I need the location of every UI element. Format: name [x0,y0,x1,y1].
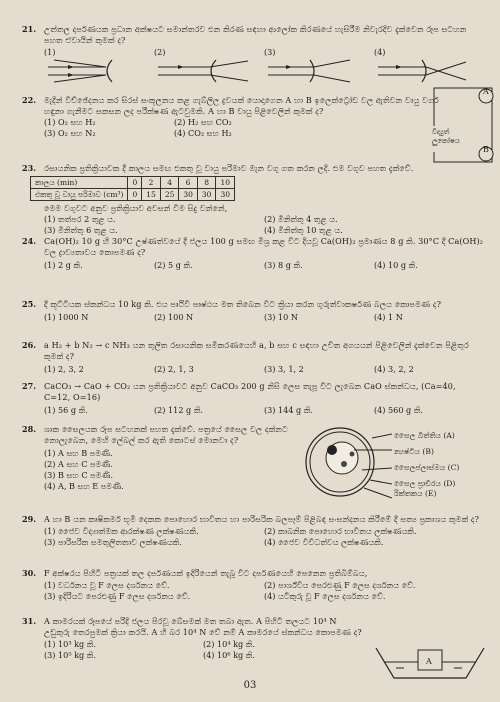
question-23 [22,163,484,236]
options [44,448,302,492]
question-text: රසායනික ප්‍රතික්‍රියාවක දී කාලය සමඟ එකතු වූ වායු පරිමාව මැන වගු ගත කරන ලදි. එම වගුව පහත දැක්වේ. [44,163,414,173]
option-1: (1) 1000 N [44,312,89,322]
question-28 [22,424,302,492]
option-2: (2) 10⁴ kg කි. [203,639,255,649]
table-cell: 0 [128,177,142,189]
option-1: (1) 2, 3, 2 [44,364,84,374]
question-27 [22,381,484,416]
table-cell: 15 [142,189,161,201]
question-number: 27. [22,381,37,391]
option-4: (4) ජෛව විවිධත්වය ලක්ෂණයකි. [264,537,384,547]
ray-diagram-4 [374,58,474,84]
options [44,639,362,661]
option-2: (2) පාර්ශ්වීය පෙරළුණු F ලෙස දර්ශනය වේ. [264,580,416,590]
option-2: (2) මිනිත්තු 4 තුළ ය. [264,214,338,224]
option-1: (1) 2 g කි. [44,260,83,270]
option-4: (4) 10⁶ kg කි. [203,650,255,660]
option-3: (3) 10 N [264,312,298,322]
option-2: (2) 112 g කි. [154,405,203,415]
option-4: (4) යටිකුරු වූ F ලෙස දර්ශනය වේ. [264,591,386,601]
question-text: දී කූට්ටියක ස්කන්ධය 10 kg කි. එය පෘථිවි පෘෂ්ඨය මත තිබෙන විට ක්‍රියා කරන ගුරුත්වාකර්ෂණ බලය කොපමණ ද? [44,299,442,309]
option-1 [44,47,154,87]
table-cell: 10 [216,177,235,189]
option-1: (1) 10³ kg කි. [44,639,96,649]
options [44,526,484,548]
option-4: (4) මිනිත්තු 10 තුළ ය. [264,225,343,235]
question-number: 22. [22,95,37,105]
electrode-b-label: B [483,145,489,154]
question-number: 31. [22,616,37,626]
question-text: A හා B යන කෘෂිකර්ම භූමි දෙකක පොහොර භාවිතය හා පාරිසරික බලපෑම් පිළිබඳ සංසන්දනය කිරීමේ දී සත්‍ය ප්‍රකාශය කුමක් ද? [44,514,480,524]
question-text: F අක්ෂරය පිහිටි පත්‍රයක් තල දර්පණයක් ඉදිරියෙන් තැබූ විට දර්පණයෙහි පෙනෙන ප්‍රතිබිම්බය, [44,568,368,578]
table-row-label: එකතු වූ වායු පරිමාව (cm³) [31,189,128,201]
option-4: (4) A, B සහ E පමණි. [44,481,124,491]
question-subtext: මෙම වගුවට අනුව ප්‍රතික්‍රියාව අවසන් වීම සිදු වන්නේ, [44,203,228,213]
option-label: (3) [264,47,276,57]
table-cell: 25 [160,189,179,201]
option-4: (4) 10 g කි. [374,260,418,270]
option-2 [154,47,264,87]
option-2: (2) 100 N [154,312,194,322]
question-text: උත්තල දර්පණයක ප්‍රධාන අක්ෂයට සමාන්තරව එන කිරණ සඳහා ආලෝක කිරණයේ හැසිරීම නිවැරදිව දැක්වෙන රූප සටහන පහත ඒවායින් කුමක් ද? [44,24,467,45]
option-3: (3) 8 g කි. [264,260,303,270]
option-3: (3) පාරිසරික සමතුලිතතාව ලක්ෂණයකි. [44,537,182,547]
question-number: 29. [22,514,37,524]
page-number: 03 [243,680,257,691]
cell-label-a: සෛල බිත්තිය (A) [394,431,455,440]
table-cell: 30 [179,189,198,201]
question-number: 26. [22,340,37,350]
cell-label-c: සෛලප්ලාස්මය (C) [394,463,460,472]
question-text: CaCO₃ → CaO + CO₂ යන ප්‍රතික්‍රියාවට අනුව CaCO₃ 200 g නිසි ලෙස තැපූ විට ලැබෙන CaO ස්කන්ධය, (Ca=40, C=12, O=16) [44,381,456,402]
option-1: (1) O₂ සහ H₂ [44,117,96,127]
table-cell: 6 [179,177,198,189]
plant-cell-diagram [292,424,392,504]
option-4: (4) 560 g කි. [374,405,423,415]
option-3: (3) මිනිත්තු 6 තුළ ය. [44,225,118,235]
question-text: a H₂ + b N₂ → c NH₃ යන තුලිත රසායනික සමීකරණයෙහි a, b සහ c සඳහා උචිත අගයයන් පිළිවෙලින් දැක්වෙන පිළිතුර කුමක් ද? [44,340,469,361]
option-4 [374,47,484,87]
question-text: මැදින් විච්ඡේදනය කර සිරස් සංකූලනය කළ ගැබ්ලිල ද්‍රවයක් යොදාගෙන A හා B ඉලෙක්ට්‍රෝඩ වල ඇතිවන වායු වර්ග හඳුනා ගැනීමට සකසන ලද පරීක්ෂණ ඇටවුමකි. A හා B වායු පිළිවෙලින් කුමක් ද? [44,95,439,116]
option-2: (2) H₂ සහ CO₂ [174,117,232,127]
ray-diagram-1 [44,58,144,84]
table-cell: 0 [128,189,142,201]
question-21 [22,24,484,87]
question-text: Ca(OH)₂ 10 g හි 30°C උෂ්ණත්වයේ දී ජලය 100 g සමඟ මිශ්‍ර කළ විට දියවූ Ca(OH)₂ ප්‍රමාණය 8 g කි. 30°C දී Ca(OH)₂ වල ද්‍රාව්‍යතාවය කොපමණ ද? [44,236,484,257]
question-number: 23. [22,163,37,173]
cell-label-d: සෛල ප්‍රාචීරය (D) [394,479,456,488]
option-label: (2) [154,47,166,57]
cell-label: විද්‍යුත් ලුකෝෂය [432,128,460,145]
option-2: (2) 2, 1, 3 [154,364,194,374]
ray-diagram-2 [154,58,254,84]
option-label: (1) [44,47,56,57]
option-3: (3) B සහ C පමණි. [44,470,114,480]
options [44,405,484,416]
option-1: (1) ජෛව විද්‍යාත්මක ආරක්ෂණ ලක්ෂණයකි. [44,526,199,536]
option-figures [44,47,484,87]
options [44,117,304,139]
table-cell: 4 [160,177,179,189]
question-number: 25. [22,299,37,309]
option-3: (3) 10⁵ kg කි. [44,650,96,660]
option-3: (3) 3, 1, 2 [264,364,304,374]
option-4: (4) CO₂ සහ H₂ [174,128,232,138]
ray-diagram-3 [264,58,364,84]
question-22 [22,95,442,139]
question-number: 30. [22,568,37,578]
option-2: (2) 5 g කි. [154,260,193,270]
question-number: 21. [22,24,37,34]
option-3: (3) 144 g කි. [264,405,313,415]
option-3: (3) ඉදිරියට පෙරළුණු F ලෙස දර්ශනය වේ. [44,591,191,601]
question-number: 28. [22,424,37,434]
option-label: (4) [374,47,386,57]
options [44,364,484,375]
option-2: (2) A සහ C පමණි. [44,459,113,469]
table-cell: 8 [197,177,216,189]
question-26 [22,340,484,375]
options [44,260,484,271]
option-4: (4) 3, 2, 2 [374,364,414,374]
data-table [30,176,235,201]
options [44,312,484,323]
cell-labels [394,428,459,502]
table-cell: 30 [197,189,216,201]
cell-label-b: න්‍යෂ්ටිය (B) [394,447,434,456]
option-3: (3) O₂ සහ N₂ [44,128,96,138]
table-cell: 2 [142,177,161,189]
option-1: (1) තත්පර 2 තුළ ය. [44,214,116,224]
options [44,580,484,602]
electrode-a-label: A [483,87,489,96]
question-text: ශාක සෛලයක රූප සටහනක් පහත දැක්වේ. පත්‍රයේ සෛල වල දක්නට නොලැබෙන, මෙහි ලේබල් කර ඇති කොටස් මොනවා ද? [44,424,288,445]
question-30 [22,568,484,602]
table-cell: 30 [216,189,235,201]
option-4: (4) 1 N [374,312,403,322]
question-24 [22,236,484,271]
question-31 [22,616,362,661]
question-text: A කාමරයක් රූපයේ පරිදි ජලය පිරවූ බේසමක් මත තබා ඇත. A පිහිටි තලයට 10⁴ N උඩුකුරු තෙරපුමක් ක්‍රියා කරයි. A හි බර 10⁴ N වේ නම් A කාමරයේ ස්කන්ධය කොපමණ ද? [44,616,362,637]
option-1: (1) 56 g කි. [44,405,88,415]
option-3 [264,47,374,87]
option-2: (2) කාබනික පොහොර භාවිතය ලක්ෂණයකි. [264,526,417,536]
question-number: 24. [22,236,37,246]
table-row-label: කාලය (min) [31,177,128,189]
block-a-label: A [426,657,432,666]
cell-label-e: රික්තකය (E) [394,489,437,498]
option-1: (1) වර්ධනය වූ F ලෙස දර්ශනය වේ. [44,580,170,590]
question-29 [22,514,484,548]
options [44,214,484,236]
question-25 [22,299,484,323]
option-1: (1) A සහ B පමණි. [44,448,113,458]
